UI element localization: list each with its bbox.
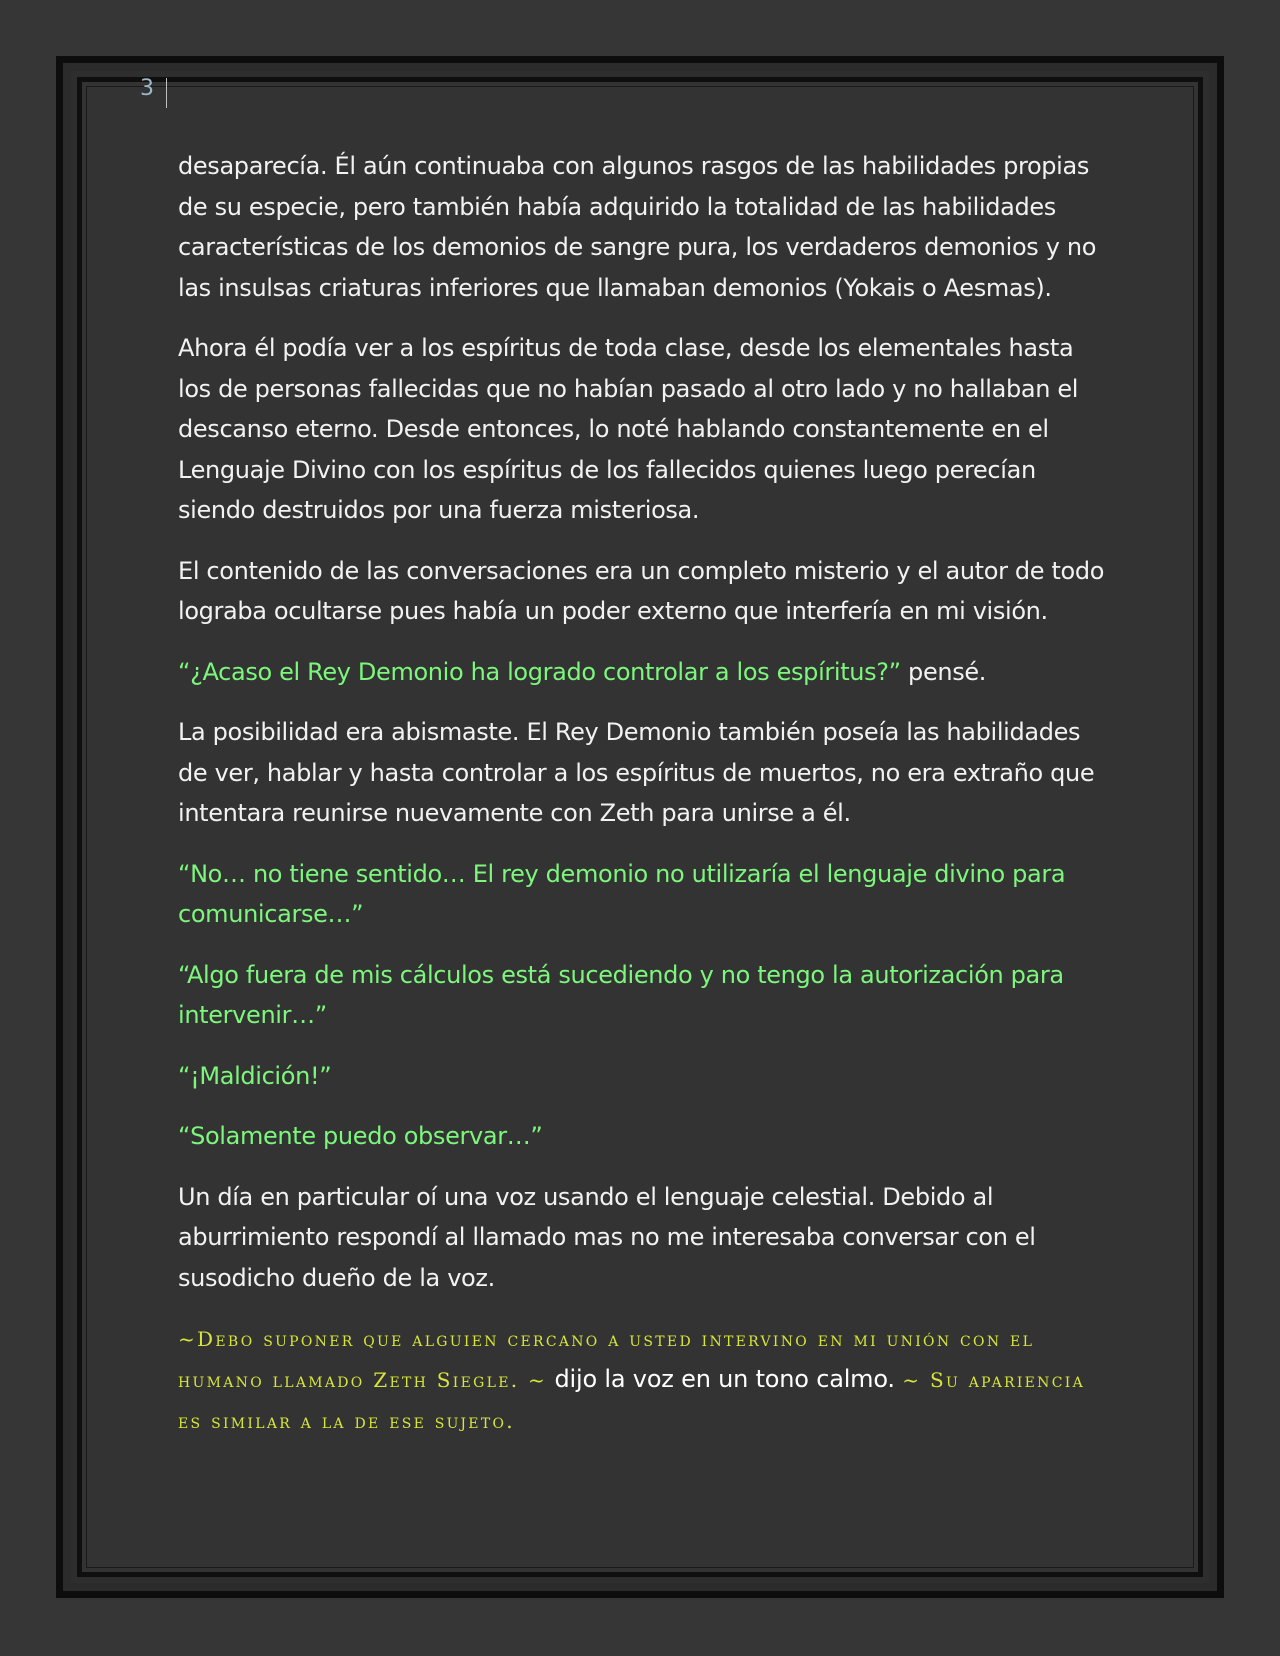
green-line-2: “Algo fuera de mis cálculos está sucediendo y no tengo la autorización para intervenir…” [178, 960, 1064, 1029]
paragraph-3: El contenido de las conversaciones era un completo misterio y el autor de todo lograba ocultarse pues había un poder externo que interfería en mi visión. [178, 556, 1105, 625]
body-text [178, 146, 1108, 1461]
thought-paragraph [178, 652, 1108, 693]
paragraph-4: La posibilidad era abismaste. El Rey Demonio también poseía las habilidades de ver, hablar y hasta controlar a los espíritus de muertos, no era extraño que intentara reunirse nuevamente con Zeth para unirse a él. [178, 718, 1095, 827]
paragraph-1: desaparecía. Él aún continuaba con algunos rasgos de las habilidades propias de su especie, pero también había adquirido la totalidad de las habilidades características de los demonios de sangre pura, los verdaderos demonios y no las insulsas criaturas inferiores que llamaban demonios (Yokais o Aesmas). [178, 152, 1097, 302]
green-line-3: “¡Maldición!” [178, 1061, 332, 1090]
celestial-voice-part-1: ~Debo suponer que alguien cercano a usted intervino en mi unión con el humano llamado Zeth Siegle. ~ [178, 1327, 1035, 1392]
paragraph-5: Un día en particular oí una voz usando el lenguaje celestial. Debido al aburrimiento respondí al llamado mas no me interesaba conversar con el susodicho dueño de la voz. [178, 1182, 1036, 1292]
thought-tail: pensé. [900, 657, 987, 686]
celestial-voice-part-2: ~ Su apariencia es similar a la de ese sujeto. [178, 1368, 1085, 1433]
voice-narration: dijo la voz en un tono calmo. [547, 1365, 903, 1393]
green-line-4: “Solamente puedo observar…” [178, 1122, 543, 1150]
green-line-1: “No… no tiene sentido… El rey demonio no utilizaría el lenguaje divino para comunicarse…” [178, 859, 1066, 928]
page-number: 3 [140, 76, 154, 101]
thought-quote: “¿Acaso el Rey Demonio ha logrado controlar a los espíritus?” [178, 657, 901, 686]
paragraph-2: Ahora él podía ver a los espíritus de toda clase, desde los elementales hasta los de personas fallecidas que no habían pasado al otro lado y no hallaban el descanso eterno. Desde entonces, lo noté hablando constantemente en el Lenguaje Divino con los espíritus de los fallecidos quienes luego perecían siendo destruidos por una fuerza misteriosa. [178, 334, 1079, 524]
page-number-divider [166, 78, 167, 108]
celestial-voice-paragraph [178, 1318, 1108, 1441]
